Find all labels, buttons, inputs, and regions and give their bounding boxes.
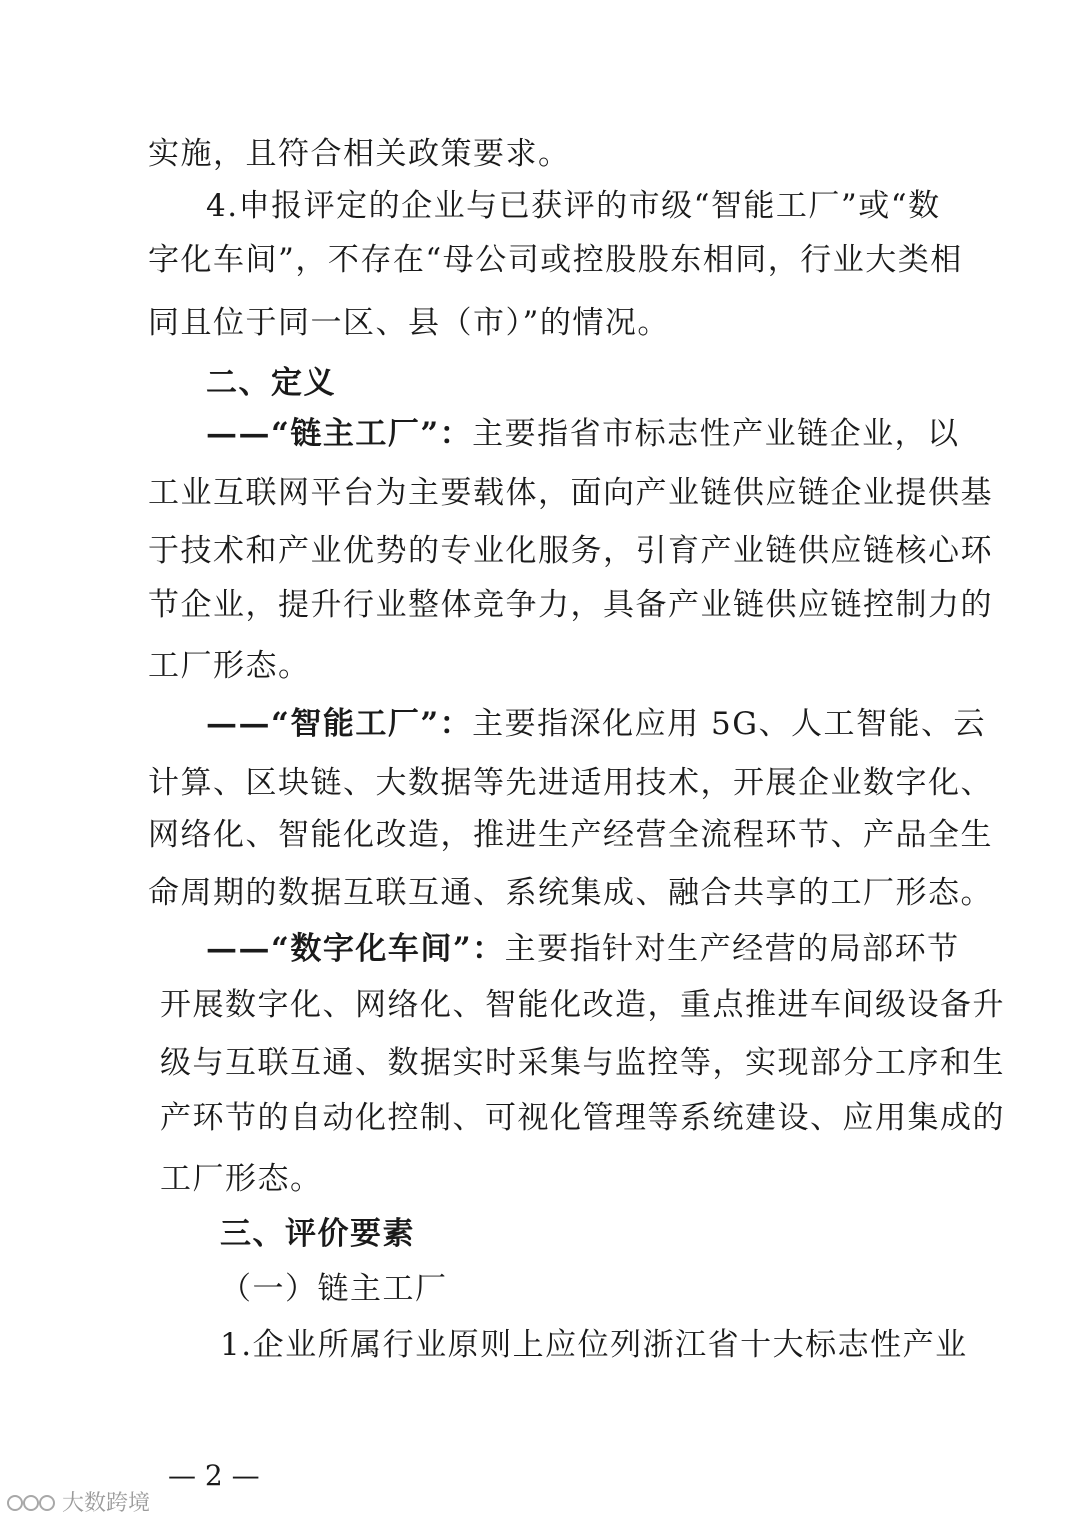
text-line: 工业互联网平台为主要载体，面向产业链供应链企业提供基 bbox=[148, 475, 993, 511]
definition-line bbox=[206, 929, 960, 969]
definition-term: ——“智能工厂”： bbox=[206, 706, 473, 742]
definition-term: ——“数字化车间”： bbox=[206, 931, 505, 967]
subsection-heading: （一）链主工厂 bbox=[220, 1271, 448, 1307]
definition-line bbox=[206, 704, 986, 744]
text-line: 4.申报评定的企业与已获评的市级“智能工厂”或“数 bbox=[206, 188, 941, 224]
section-heading: 二、定义 bbox=[206, 365, 336, 401]
text-line: 产环节的自动化控制、可视化管理等系统建设、应用集成的 bbox=[160, 1100, 1005, 1136]
text-line: 节企业，提升行业整体竞争力，具备产业链供应链控制力的 bbox=[148, 587, 993, 623]
text-line: 1.企业所属行业原则上应位列浙江省十大标志性产业 bbox=[220, 1327, 968, 1363]
text-line: 工厂形态。 bbox=[148, 648, 311, 684]
text-line: 开展数字化、网络化、智能化改造，重点推进车间级设备升 bbox=[160, 987, 1005, 1023]
page-number: — 2 — bbox=[168, 1459, 260, 1492]
text-line: 字化车间”，不存在“母公司或控股股东相同，行业大类相 bbox=[148, 242, 963, 278]
text-line: 命周期的数据互联互通、系统集成、融合共享的工厂形态。 bbox=[148, 875, 993, 911]
watermark bbox=[6, 1486, 150, 1517]
definition-text: 主要指省市标志性产业链企业，以 bbox=[472, 416, 960, 452]
definition-text: 主要指针对生产经营的局部环节 bbox=[504, 931, 960, 967]
text-line: 级与互联互通、数据实时采集与监控等，实现部分工序和生 bbox=[160, 1045, 1005, 1081]
text-line: 工厂形态。 bbox=[160, 1161, 323, 1197]
text-line: 同且位于同一区、县（市）”的情况。 bbox=[148, 305, 670, 341]
watermark-logo-icon bbox=[6, 1487, 58, 1517]
text-line: 网络化、智能化改造，推进生产经营全流程环节、产品全生 bbox=[148, 817, 993, 853]
text-line: 实施，且符合相关政策要求。 bbox=[148, 136, 571, 172]
definition-text: 主要指深化应用 5G、人工智能、云 bbox=[472, 706, 987, 742]
text-line: 于技术和产业优势的专业化服务，引育产业链供应链核心环 bbox=[148, 533, 993, 569]
section-heading: 三、评价要素 bbox=[220, 1216, 415, 1252]
definition-line bbox=[206, 414, 960, 454]
definition-term: ——“链主工厂”： bbox=[206, 416, 473, 452]
watermark-text: 大数跨境 bbox=[62, 1491, 151, 1516]
text-line: 计算、区块链、大数据等先进适用技术，开展企业数字化、 bbox=[148, 765, 993, 801]
